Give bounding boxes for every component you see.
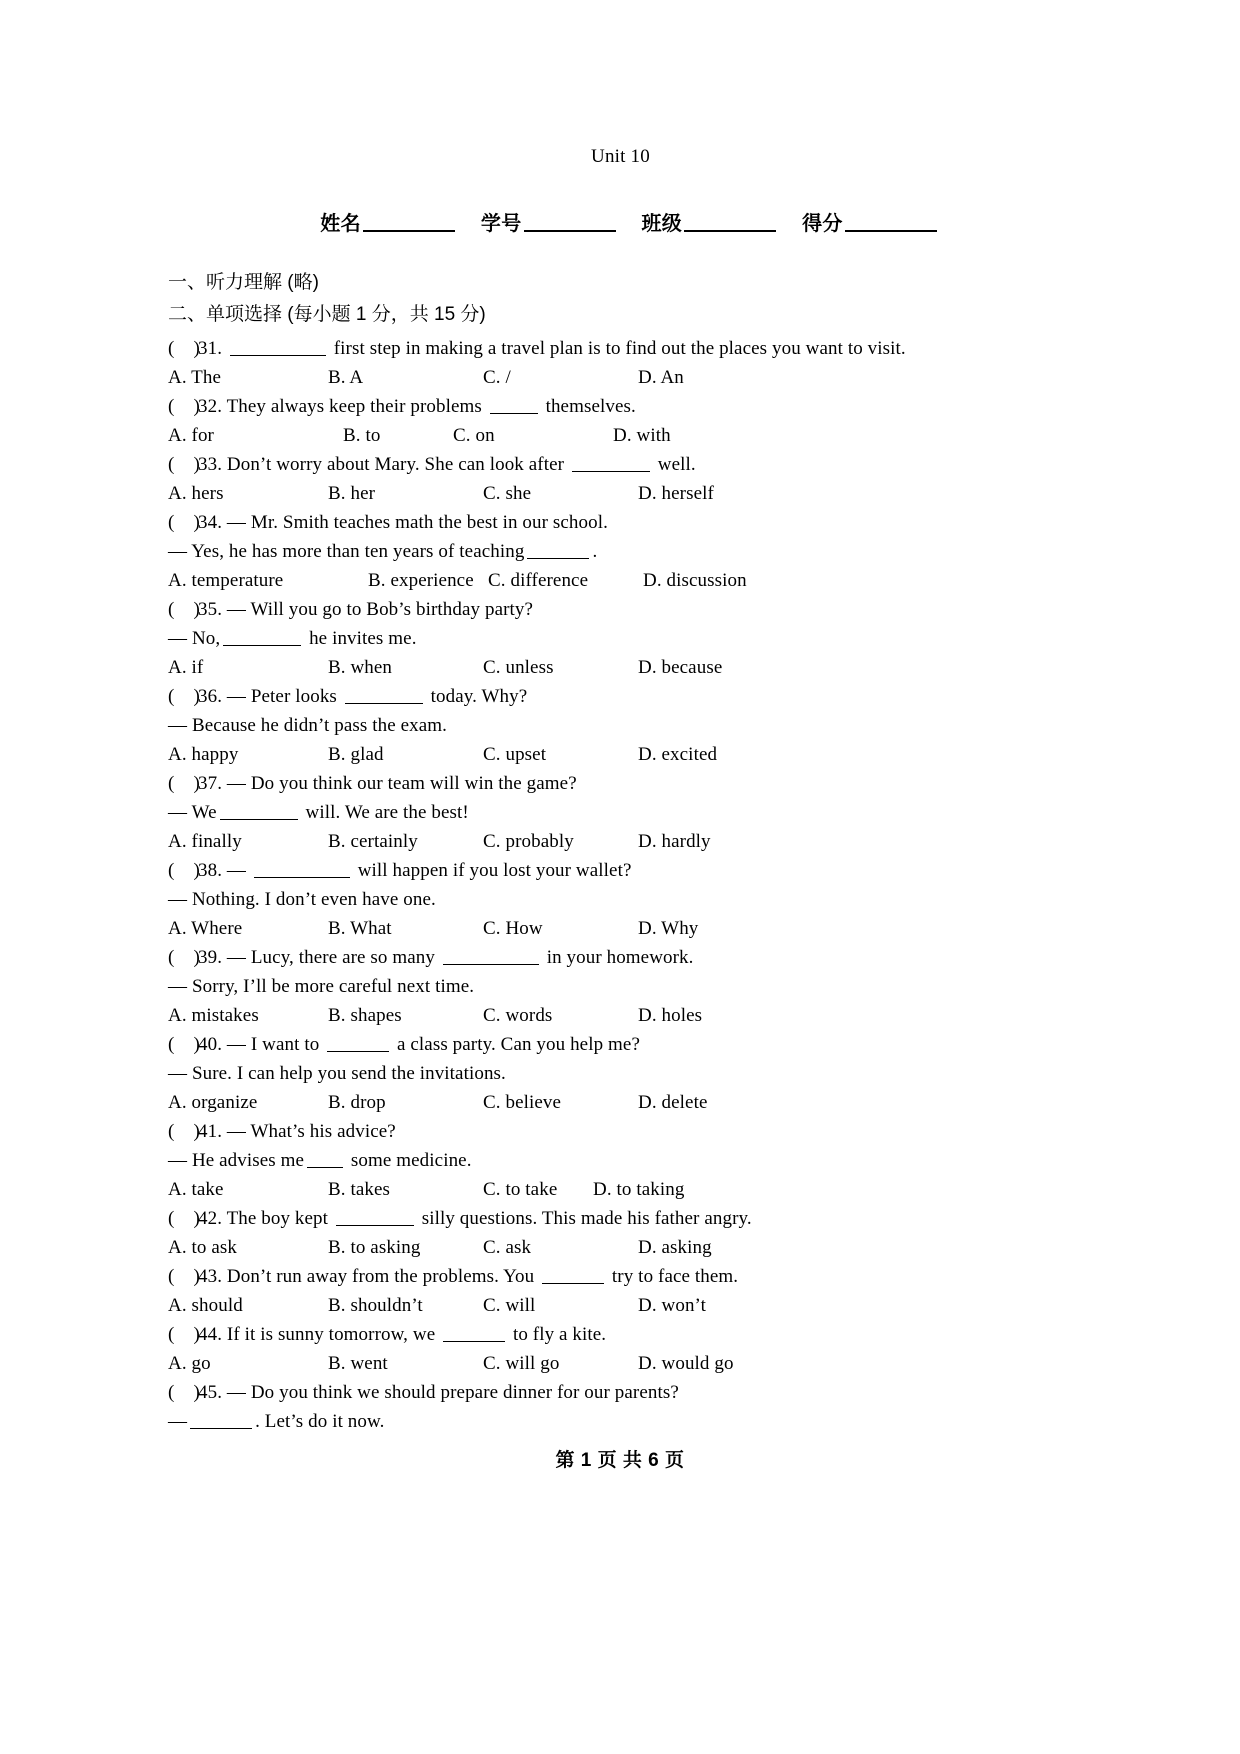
question-reply-line bbox=[168, 885, 1073, 914]
option-choice[interactable]: D. excited bbox=[638, 743, 718, 765]
option-choice[interactable]: A. organize bbox=[168, 1091, 258, 1113]
option-choice[interactable]: B. glad bbox=[328, 743, 384, 765]
option-choice[interactable]: D. won’t bbox=[638, 1294, 707, 1316]
question-block bbox=[168, 943, 1073, 1030]
option-choice[interactable]: C. How bbox=[483, 917, 543, 939]
option-choice[interactable]: C. ask bbox=[483, 1236, 532, 1258]
question-reply-line bbox=[168, 798, 1073, 827]
question-number: 32. bbox=[198, 395, 227, 417]
stem-text: — What’s his advice? bbox=[226, 1120, 396, 1142]
question-number: 40. bbox=[198, 1033, 227, 1055]
question-reply-line bbox=[168, 972, 1073, 1001]
reply-text-after: will. We are the best! bbox=[300, 801, 469, 823]
field-score-label: 得分 bbox=[802, 212, 843, 235]
question-reply-line bbox=[168, 1059, 1073, 1088]
option-row bbox=[168, 566, 1073, 595]
question-number: 33. bbox=[198, 453, 227, 475]
question-reply-line bbox=[168, 537, 1073, 566]
question-number: 41. bbox=[198, 1120, 227, 1142]
reply-text: — Sure. I can help you send the invitations. bbox=[168, 1062, 506, 1084]
stem-text-after: well. bbox=[652, 453, 696, 475]
question-stem bbox=[168, 943, 1073, 972]
question-reply-line bbox=[168, 624, 1073, 653]
option-choice[interactable]: C. will bbox=[483, 1294, 536, 1316]
question-block bbox=[168, 682, 1073, 769]
field-student-id bbox=[481, 207, 620, 236]
option-choice[interactable]: A. should bbox=[168, 1294, 243, 1316]
option-choice[interactable]: D. delete bbox=[638, 1091, 708, 1113]
option-choice[interactable]: B. certainly bbox=[328, 830, 418, 852]
option-choice[interactable]: D. holes bbox=[638, 1004, 703, 1026]
question-stem bbox=[168, 1117, 1073, 1146]
option-choice[interactable]: B. experience bbox=[368, 569, 474, 591]
option-choice[interactable]: B. to asking bbox=[328, 1236, 421, 1258]
field-class-label: 班级 bbox=[641, 212, 683, 235]
option-choice[interactable]: A. finally bbox=[168, 830, 242, 852]
question-stem bbox=[168, 1262, 1073, 1291]
option-choice[interactable]: A. happy bbox=[168, 743, 239, 765]
stem-text: — Do you think we should prepare dinner for our parents? bbox=[226, 1381, 679, 1403]
option-choice[interactable]: A. take bbox=[168, 1178, 224, 1200]
question-number: 36. bbox=[198, 685, 227, 707]
option-choice[interactable]: C. / bbox=[483, 366, 511, 388]
question-number: 44. bbox=[198, 1323, 227, 1345]
answer-bracket[interactable]: ( ) bbox=[168, 772, 200, 794]
fill-in-blank[interactable] bbox=[223, 631, 301, 646]
question-stem bbox=[168, 1030, 1073, 1059]
question-number: 37. bbox=[198, 772, 227, 794]
option-choice[interactable]: A. The bbox=[168, 366, 222, 388]
page-footer: 第 1 页 共 6 页 bbox=[555, 1450, 685, 1471]
field-score bbox=[802, 207, 941, 236]
stem-text-after: try to face them. bbox=[607, 1265, 739, 1287]
answer-bracket[interactable]: ( ) bbox=[168, 511, 200, 533]
question-stem bbox=[168, 769, 1073, 798]
page-title: Unit 10 bbox=[591, 146, 650, 167]
option-choice[interactable]: A. Where bbox=[168, 917, 243, 939]
reply-text: — No, bbox=[168, 627, 221, 649]
fill-in-blank[interactable] bbox=[542, 1269, 604, 1284]
question-block bbox=[168, 1320, 1073, 1378]
fill-in-blank[interactable] bbox=[307, 1153, 343, 1168]
student-info-line bbox=[168, 207, 1073, 236]
reply-text-after: . Let’s do it now. bbox=[255, 1410, 385, 1432]
field-name-blank[interactable] bbox=[363, 212, 455, 232]
option-choice[interactable]: C. probably bbox=[483, 830, 574, 852]
question-block bbox=[168, 1262, 1073, 1320]
option-choice[interactable]: A. to ask bbox=[168, 1236, 237, 1258]
reply-text-after: he invites me. bbox=[304, 627, 417, 649]
fill-in-blank[interactable] bbox=[527, 544, 589, 559]
question-number: 42. bbox=[198, 1207, 227, 1229]
option-choice[interactable]: B. takes bbox=[328, 1178, 391, 1200]
fill-in-blank[interactable] bbox=[230, 341, 326, 356]
answer-bracket[interactable]: ( ) bbox=[168, 1033, 200, 1055]
fill-in-blank[interactable] bbox=[220, 805, 298, 820]
field-class-blank[interactable] bbox=[684, 212, 776, 232]
option-choice[interactable]: C. difference bbox=[488, 569, 589, 591]
field-score-blank[interactable] bbox=[845, 212, 937, 232]
fill-in-blank[interactable] bbox=[327, 1037, 389, 1052]
stem-text-after: themselves. bbox=[540, 395, 636, 417]
question-block bbox=[168, 856, 1073, 943]
option-row bbox=[168, 1175, 1073, 1204]
question-number: 35. bbox=[198, 598, 227, 620]
option-row bbox=[168, 1233, 1073, 1262]
question-block bbox=[168, 1030, 1073, 1117]
stem-text: Don’t worry about Mary. She can look after bbox=[226, 453, 569, 475]
question-block bbox=[168, 334, 1073, 392]
reply-text: — Sorry, I’ll be more careful next time. bbox=[168, 975, 475, 997]
option-choice[interactable]: D. to taking bbox=[593, 1178, 685, 1200]
question-reply-line bbox=[168, 1146, 1073, 1175]
option-choice[interactable]: A. temperature bbox=[168, 569, 284, 591]
question-number: 39. bbox=[198, 946, 227, 968]
option-choice[interactable]: C. upset bbox=[483, 743, 547, 765]
question-stem bbox=[168, 1378, 1073, 1407]
option-choice[interactable]: C. she bbox=[483, 482, 532, 504]
option-row bbox=[168, 1001, 1073, 1030]
stem-text: Don’t run away from the problems. You bbox=[226, 1265, 540, 1287]
option-choice[interactable]: D. Why bbox=[638, 917, 699, 939]
fill-in-blank[interactable] bbox=[336, 1211, 414, 1226]
option-choice[interactable]: B. her bbox=[328, 482, 376, 504]
question-block bbox=[168, 450, 1073, 508]
stem-text-after: silly questions. This made his father angry. bbox=[416, 1207, 752, 1229]
reply-text: — We bbox=[168, 801, 217, 823]
option-choice[interactable]: A. mistakes bbox=[168, 1004, 259, 1026]
option-choice[interactable]: B. What bbox=[328, 917, 392, 939]
question-block bbox=[168, 769, 1073, 856]
option-row bbox=[168, 421, 1073, 450]
stem-text-after: will happen if you lost your wallet? bbox=[352, 859, 632, 881]
field-class bbox=[642, 207, 781, 236]
stem-text: — Peter looks bbox=[226, 685, 342, 707]
stem-text: The boy kept bbox=[226, 1207, 333, 1229]
answer-bracket[interactable]: ( ) bbox=[168, 1120, 200, 1142]
question-reply-line bbox=[168, 1407, 1073, 1436]
option-choice[interactable]: D. because bbox=[638, 656, 723, 678]
question-block bbox=[168, 1117, 1073, 1204]
option-choice[interactable]: C. will go bbox=[483, 1352, 560, 1374]
option-choice[interactable]: B. to bbox=[343, 424, 381, 446]
answer-bracket[interactable]: ( ) bbox=[168, 1381, 200, 1403]
option-choice[interactable]: B. when bbox=[328, 656, 393, 678]
question-stem bbox=[168, 682, 1073, 711]
question-stem bbox=[168, 1320, 1073, 1349]
question-stem bbox=[168, 508, 1073, 537]
field-name-label: 姓名 bbox=[320, 212, 361, 235]
reply-text: — Yes, he has more than ten years of teaching bbox=[168, 540, 525, 562]
field-name bbox=[320, 207, 459, 236]
stem-text: — Do you think our team will win the game? bbox=[226, 772, 577, 794]
reply-text-after: some medicine. bbox=[346, 1149, 472, 1171]
answer-bracket[interactable]: ( ) bbox=[168, 946, 200, 968]
stem-text-after: a class party. Can you help me? bbox=[392, 1033, 640, 1055]
option-choice[interactable]: D. would go bbox=[638, 1352, 734, 1374]
option-row bbox=[168, 479, 1073, 508]
question-block bbox=[168, 595, 1073, 682]
question-number: 34. bbox=[198, 511, 227, 533]
option-choice[interactable]: A. go bbox=[168, 1352, 211, 1374]
question-number: 43. bbox=[198, 1265, 227, 1287]
stem-text-after: today. Why? bbox=[425, 685, 528, 707]
answer-bracket[interactable]: ( ) bbox=[168, 685, 200, 707]
stem-text: — bbox=[226, 859, 251, 881]
question-block bbox=[168, 392, 1073, 450]
answer-bracket[interactable]: ( ) bbox=[168, 453, 200, 475]
option-row bbox=[168, 740, 1073, 769]
question-block bbox=[168, 1204, 1073, 1262]
option-choice[interactable]: B. A bbox=[328, 366, 364, 388]
option-choice[interactable]: A. if bbox=[168, 656, 204, 678]
question-list bbox=[168, 334, 1073, 1436]
stem-text: — Will you go to Bob’s birthday party? bbox=[226, 598, 534, 620]
question-stem bbox=[168, 856, 1073, 885]
option-choice[interactable]: D. An bbox=[638, 366, 684, 388]
fill-in-blank[interactable] bbox=[490, 399, 538, 414]
answer-bracket[interactable]: ( ) bbox=[168, 1207, 200, 1229]
option-row bbox=[168, 1088, 1073, 1117]
answer-bracket[interactable]: ( ) bbox=[168, 859, 200, 881]
stem-text-after: first step in making a travel plan is to find out the places you want to visit. bbox=[328, 337, 906, 359]
stem-text-after: to fly a kite. bbox=[508, 1323, 607, 1345]
option-choice[interactable]: B. shapes bbox=[328, 1004, 402, 1026]
option-choice[interactable]: C. words bbox=[483, 1004, 553, 1026]
question-stem bbox=[168, 334, 1073, 363]
option-choice[interactable]: C. believe bbox=[483, 1091, 562, 1113]
fill-in-blank[interactable] bbox=[443, 950, 539, 965]
reply-text: — He advises me bbox=[168, 1149, 305, 1171]
field-student-id-blank[interactable] bbox=[524, 212, 616, 232]
fill-in-blank[interactable] bbox=[254, 863, 350, 878]
option-row bbox=[168, 363, 1073, 392]
option-row bbox=[168, 914, 1073, 943]
option-row bbox=[168, 653, 1073, 682]
fill-in-blank[interactable] bbox=[345, 689, 423, 704]
option-choice[interactable]: B. went bbox=[328, 1352, 388, 1374]
option-choice[interactable]: D. with bbox=[613, 424, 671, 446]
option-choice[interactable]: B. shouldn’t bbox=[328, 1294, 423, 1316]
fill-in-blank[interactable] bbox=[443, 1327, 505, 1342]
question-block bbox=[168, 508, 1073, 595]
reply-text: — Because he didn’t pass the exam. bbox=[168, 714, 448, 736]
option-choice[interactable]: B. drop bbox=[328, 1091, 386, 1113]
reply-text: — Nothing. I don’t even have one. bbox=[168, 888, 436, 910]
option-choice[interactable]: A. for bbox=[168, 424, 214, 446]
fill-in-blank[interactable] bbox=[190, 1414, 252, 1429]
option-choice[interactable]: D. asking bbox=[638, 1236, 712, 1258]
section-heading-listening: 一、听力理解 (略) bbox=[168, 271, 319, 293]
option-row bbox=[168, 1349, 1073, 1378]
question-stem bbox=[168, 595, 1073, 624]
stem-text-after: in your homework. bbox=[541, 946, 694, 968]
option-choice[interactable]: C. unless bbox=[483, 656, 554, 678]
question-stem bbox=[168, 392, 1073, 421]
reply-text: — bbox=[168, 1410, 188, 1432]
fill-in-blank[interactable] bbox=[572, 457, 650, 472]
option-row bbox=[168, 1291, 1073, 1320]
stem-text: — Mr. Smith teaches math the best in our school. bbox=[226, 511, 608, 533]
answer-bracket[interactable]: ( ) bbox=[168, 337, 200, 359]
answer-bracket[interactable]: ( ) bbox=[168, 395, 200, 417]
option-choice[interactable]: D. discussion bbox=[643, 569, 747, 591]
question-stem bbox=[168, 1204, 1073, 1233]
option-choice[interactable]: D. hardly bbox=[638, 830, 711, 852]
question-number: 45. bbox=[198, 1381, 227, 1403]
answer-bracket[interactable]: ( ) bbox=[168, 1265, 200, 1287]
stem-text: They always keep their problems bbox=[226, 395, 487, 417]
question-number: 38. bbox=[198, 859, 227, 881]
question-block bbox=[168, 1378, 1073, 1436]
stem-text: If it is sunny tomorrow, we bbox=[226, 1323, 441, 1345]
option-row bbox=[168, 827, 1073, 856]
question-number: 31. bbox=[198, 337, 227, 359]
question-reply-line bbox=[168, 711, 1073, 740]
option-choice[interactable]: A. hers bbox=[168, 482, 224, 504]
reply-text-after: . bbox=[592, 540, 598, 562]
option-choice[interactable]: D. herself bbox=[638, 482, 714, 504]
option-choice[interactable]: C. to take bbox=[483, 1178, 558, 1200]
answer-bracket[interactable]: ( ) bbox=[168, 1323, 200, 1345]
page-content bbox=[168, 132, 1073, 1436]
option-choice[interactable]: C. on bbox=[453, 424, 495, 446]
section-heading-multiple-choice: 二、单项选择 (每小题 1 分，共 15 分) bbox=[168, 303, 486, 325]
answer-bracket[interactable]: ( ) bbox=[168, 598, 200, 620]
stem-text: — I want to bbox=[226, 1033, 325, 1055]
stem-text: — Lucy, there are so many bbox=[226, 946, 440, 968]
question-stem bbox=[168, 450, 1073, 479]
field-student-id-label: 学号 bbox=[480, 212, 522, 235]
